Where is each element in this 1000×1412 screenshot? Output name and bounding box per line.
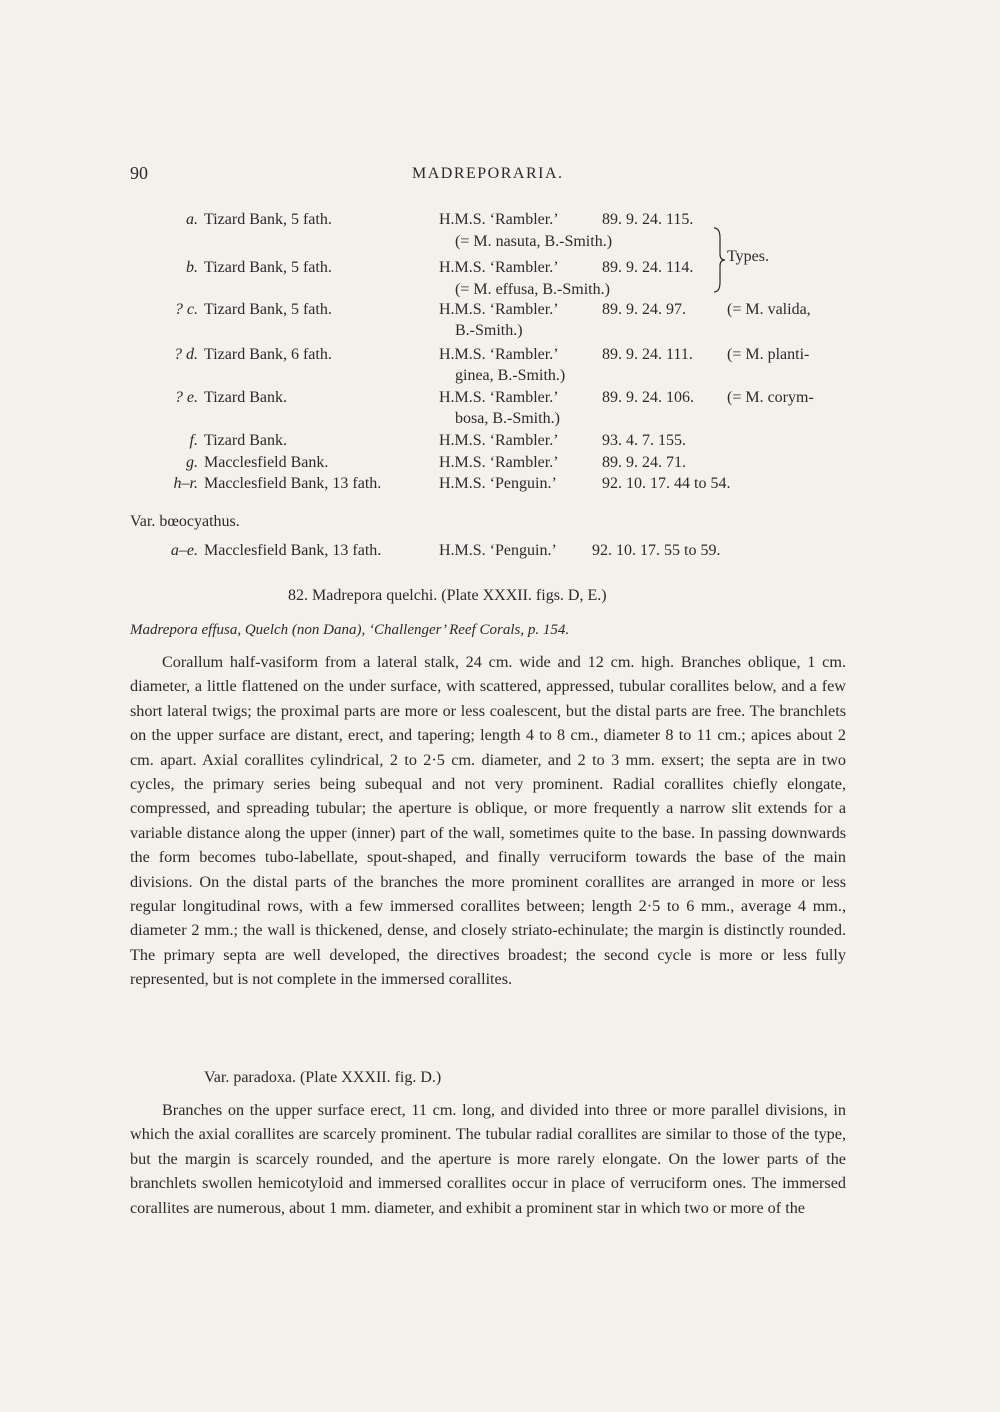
specimen-register: 89. 9. 24. 71. (602, 454, 686, 471)
specimen-label: f. (189, 432, 198, 449)
specimen-register: 92. 10. 17. 55 to 59. (592, 542, 721, 559)
specimen-locality: Macclesfield Bank, 13 fath. (204, 475, 382, 492)
specimen-locality: Macclesfield Bank. (204, 454, 329, 471)
species-description: Corallum half-vasiform from a lateral stalk, 24 cm. wide and 12 cm. high. Branches oblique, 1 cm. diameter, a little flattened on the under surface, with scattered, appressed, tubular corallites below, and a few short lateral twigs; the proximal parts are more or less coalescent, but the distal parts are free. The branchlets on the upper surface are distant, erect, and tapering; length 4 to 8 cm., diameter 8 to 11 cm.; apices about 2 cm. apart. Axial corallites cylindrical, 2 to 2·5 cm. diameter, and 2 to 3 mm. exsert; the septa are in two cycles, the primary series being subequal and not very prominent. Radial corallites chiefly elongate, compressed, and spreading tubular; the aperture is oblique, or more frequently a narrow slit extends for a variable distance along the upper (inner) part of the wall, sometimes quite to the base. In passing downwards the form becomes tubo-labellate, spout-shaped, and finally verruciform towards the base of the main divisions. On the distal parts of the branches the more prominent corallites are arranged in more or less regular longitudinal rows, with a few immersed corallites between; length 2·5 to 6 mm., average 4 mm., diameter 2 mm.; the wall is thickened, dense, and closely striato-echinulate; the margin is distinctly rounded. The primary septa are well developed, the directives broadest; the second cycle is more or less fully represented, but is not complete in the immersed corallites. (130, 653, 846, 989)
specimen-note-cont: ginea, B.-Smith.) (455, 367, 566, 384)
species-heading: 82. Madrepora quelchi. (Plate XXXII. figs. D, E.) (288, 587, 607, 604)
specimen-note: (= M. planti- (727, 346, 810, 363)
specimen-register: 89. 9. 24. 115. (602, 211, 694, 228)
types-brace (712, 226, 726, 294)
specimen-label: g. (186, 454, 198, 471)
specimen-vessel: H.M.S. ‘Rambler.’ (439, 432, 559, 449)
variety-heading: Var. paradoxa. (Plate XXXII. fig. D.) (204, 1069, 442, 1086)
specimen-synonym: (= M. effusa, B.-Smith.) (455, 281, 610, 298)
specimen-vessel: H.M.S. ‘Rambler.’ (439, 301, 559, 318)
specimen-note: (= M. corym- (727, 389, 814, 406)
specimen-note-cont: B.-Smith.) (455, 322, 523, 339)
specimen-vessel: H.M.S. ‘Rambler.’ (439, 211, 559, 228)
running-title: MADREPORARIA. (412, 165, 564, 182)
specimen-label: ? d. (174, 346, 198, 363)
synonymy-line: Madrepora effusa, Quelch (non Dana), ‘Challenger’ Reef Corals, p. 154. (130, 622, 570, 638)
specimen-register: 89. 9. 24. 114. (602, 259, 694, 276)
variety-description: Branches on the upper surface erect, 11 cm. long, and divided into three or more parallel divisions, in which the axial corallites are scarcely prominent. The tubular radial corallites are similar to those of the type, but the margin is scarcely rounded, and the aperture is more rarely elongate. On the lower parts of the branchlets swollen hemicotyloid and immersed corallites occur in place of verruciform ones. The immersed corallites are numerous, about 1 mm. diameter, and exhibit a prominent star in which two or more of the (130, 1101, 846, 1217)
specimen-locality: Tizard Bank, 5 fath. (204, 301, 332, 318)
specimen-locality: Tizard Bank, 5 fath. (204, 211, 332, 228)
specimen-register: 89. 9. 24. 106. (602, 389, 694, 406)
specimen-register: 92. 10. 17. 44 to 54. (602, 475, 731, 492)
specimen-vessel: H.M.S. ‘Rambler.’ (439, 259, 559, 276)
page-number: 90 (130, 163, 148, 183)
specimen-locality: Tizard Bank, 6 fath. (204, 346, 332, 363)
specimen-label: a–e. (170, 542, 198, 559)
specimen-synonym: (= M. nasuta, B.-Smith.) (455, 233, 613, 250)
specimen-label: ? c. (174, 301, 198, 318)
specimen-label: ? e. (174, 389, 198, 406)
types-label: Types. (727, 248, 769, 265)
specimen-register: 89. 9. 24. 97. (602, 301, 686, 318)
specimen-vessel: H.M.S. ‘Penguin.’ (439, 475, 557, 492)
specimen-locality: Tizard Bank. (204, 389, 287, 406)
specimen-locality: Tizard Bank. (204, 432, 287, 449)
specimen-vessel: H.M.S. ‘Penguin.’ (439, 542, 557, 559)
specimen-vessel: H.M.S. ‘Rambler.’ (439, 454, 559, 471)
specimen-vessel: H.M.S. ‘Rambler.’ (439, 389, 559, 406)
specimen-locality: Macclesfield Bank, 13 fath. (204, 542, 382, 559)
specimen-register: 93. 4. 7. 155. (602, 432, 686, 449)
specimen-vessel: H.M.S. ‘Rambler.’ (439, 346, 559, 363)
specimen-note: (= M. valida, (727, 301, 811, 318)
specimen-label: h–r. (173, 475, 198, 492)
specimen-locality: Tizard Bank, 5 fath. (204, 259, 332, 276)
specimen-register: 89. 9. 24. 111. (602, 346, 693, 363)
specimen-label: a. (186, 211, 198, 228)
specimen-note-cont: bosa, B.-Smith.) (455, 410, 560, 427)
specimen-label: b. (186, 259, 198, 276)
variety-heading: Var. bœocyathus. (130, 513, 240, 530)
